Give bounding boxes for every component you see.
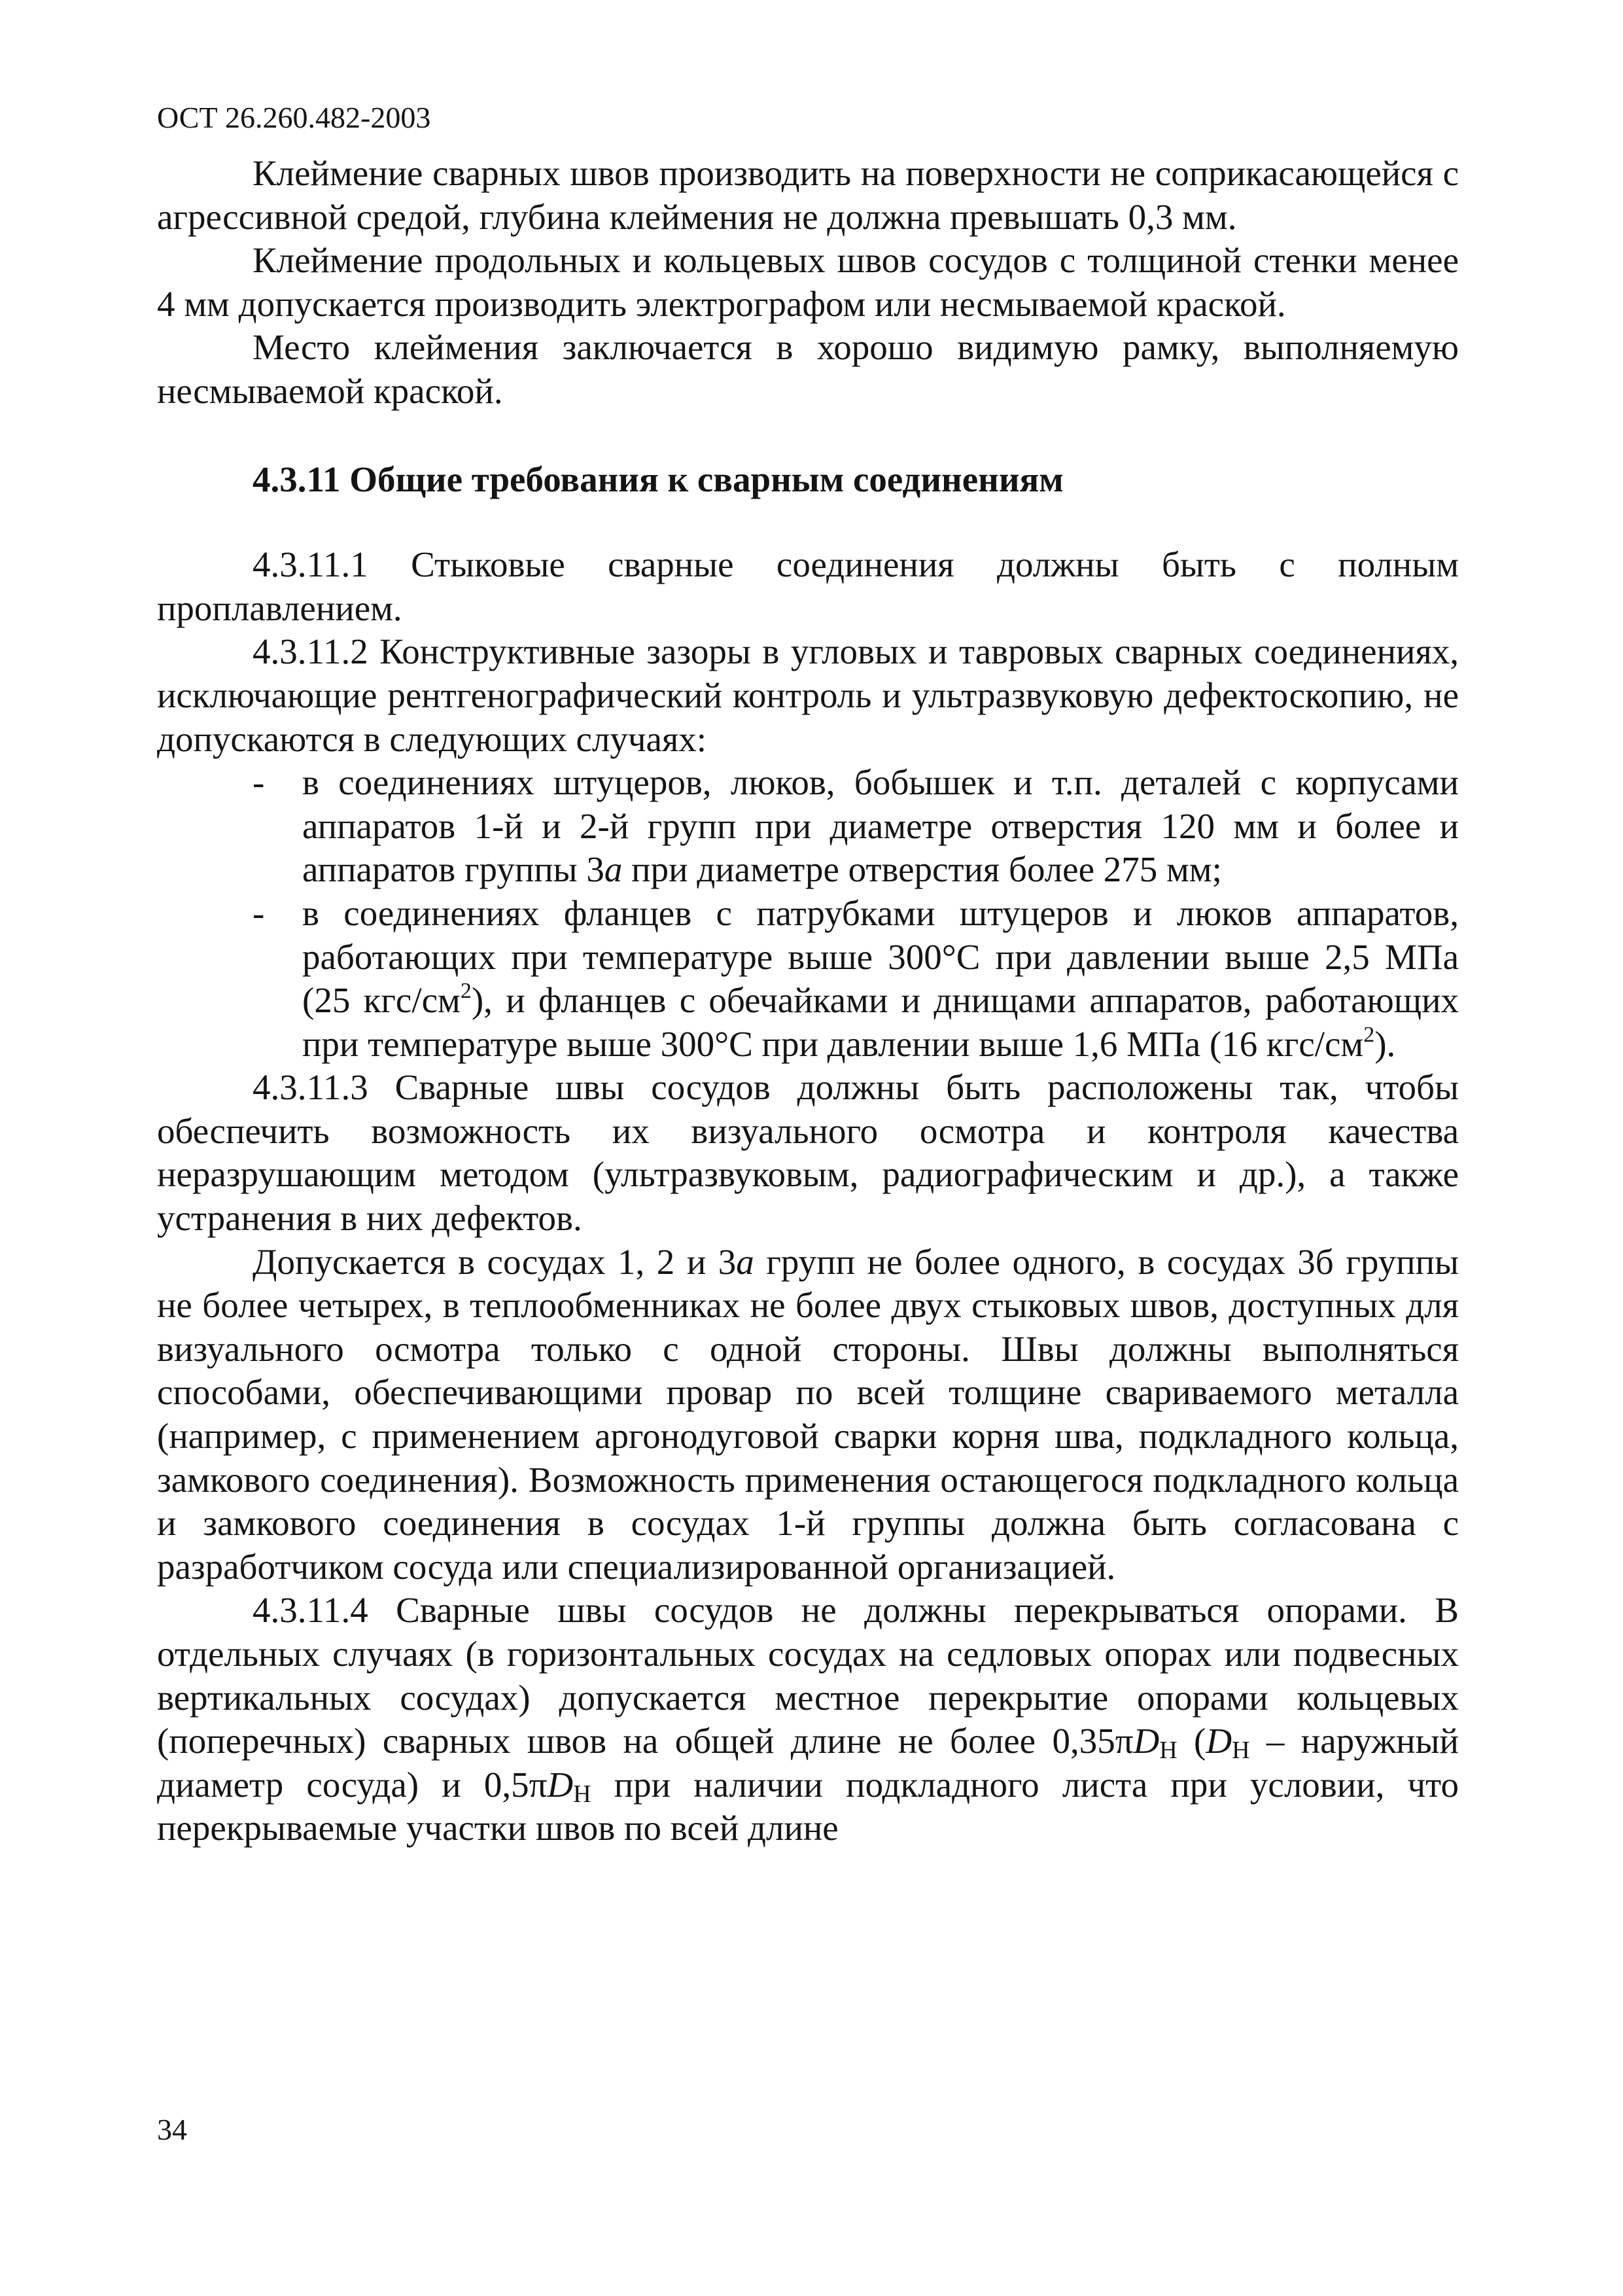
group-letter-italic: а <box>736 1241 754 1282</box>
list-item-text: в соединениях фланцев с патрубками штуцеров и люков аппаратов, работающих при температуре выше 300°С при давлении выше 2,5 МПа (25 кгс/см <box>302 892 1459 1021</box>
superscript: 2 <box>460 979 472 1004</box>
clause-4-3-11-3: 4.3.11.3 Сварные швы сосудов должны быть расположены так, чтобы обеспечить возможность их визуального осмотра и контроля качества неразрушающим методом (ультразвуковым, радиографическим и др.), а также устранения в них дефектов. <box>157 1067 1459 1239</box>
list-item-text: ). <box>1374 1023 1396 1064</box>
document-code: ОСТ 26.260.482-2003 <box>157 101 431 134</box>
list-item <box>157 761 1459 892</box>
text-run: ( <box>1177 1721 1206 1761</box>
diameter-symbol: D <box>1133 1721 1160 1761</box>
clause-4-3-11-2-list <box>157 761 1459 1066</box>
clause-4-3-11-2: 4.3.11.2 Конструктивные зазоры в угловых и тавровых сварных соединениях, исключающие рентгенографический контроль и ультразвуковую дефектоскопию, не допускаются в следующих случаях: <box>157 631 1459 759</box>
subscript: Н <box>1232 1737 1250 1765</box>
group-letter-italic: а <box>604 849 623 890</box>
text-run: 4.3.11.4 Сварные швы сосудов не должны перекрываться опорами. В отдельных случаях (в горизонтальных сосудах на седловых опорах или подвесных вертикальных сосудах) допускается местное перекрытие опорами кольцевых (поперечных) сварных швов на общей длине не более 0,35π <box>157 1590 1459 1761</box>
paragraph-marking-surface: Клеймение сварных швов производить на поверхности не соприкасающейся с агрессивной средой, глубина клеймения не должна превышать 0,3 мм. <box>157 153 1459 237</box>
paragraph-one-sided-welds <box>157 1241 1459 1589</box>
section-heading: 4.3.11 Общие требования к сварным соединениям <box>253 459 1064 499</box>
text-run: групп не более одного, в сосудах 3б группы не более четырех, в теплообменниках не более двух стыковых швов, доступных для визуального осмотра только с одной стороны. Швы должны выполняться способами, обеспечивающими провар по всей толщине свариваемого металла (например, с применением аргонодуговой сварки корня шва, подкладного кольца, замкового соединения). Возможность применения остающегося подкладного кольца и замкового соединения в сосудах 1-й группы должна быть согласована с разработчиком сосуда или специализированной организацией. <box>157 1241 1459 1587</box>
subscript: Н <box>1159 1737 1178 1765</box>
subscript: Н <box>573 1780 591 1808</box>
diameter-symbol: D <box>1206 1721 1232 1761</box>
list-dash: - <box>253 892 265 933</box>
paragraph-marking-frame: Место клеймения заключается в хорошо видимую рамку, выполняемую несмываемой краской. <box>157 327 1459 411</box>
text-run: – наружный диаметр сосуда) и 0,5π <box>157 1721 1459 1805</box>
list-item <box>157 892 1459 1066</box>
clause-4-3-11-1: 4.3.11.1 Стыковые сварные соединения должны быть с полным проплавлением. <box>157 544 1459 628</box>
list-item-text: в соединениях штуцеров, люков, бобышек и т.п. деталей с корпусами аппаратов 1-й и 2-й групп при диаметре отверстия 120 мм и более и аппаратов группы 3 <box>302 762 1459 890</box>
clause-4-3-11-4 <box>157 1589 1459 1850</box>
page-number: 34 <box>157 2113 187 2146</box>
text-run: Допускается в сосудах 1, 2 и 3 <box>253 1241 737 1282</box>
list-dash: - <box>253 762 265 803</box>
text-run: при наличии подкладного листа при условии, что перекрываемые участки швов по всей длине <box>157 1764 1459 1848</box>
diameter-symbol: D <box>547 1764 574 1805</box>
list-item-text: при диаметре отверстия более 275 мм; <box>622 849 1222 890</box>
superscript: 2 <box>1363 1022 1375 1047</box>
page-body <box>157 152 1459 1850</box>
paragraph-marking-thin-wall: Клеймение продольных и кольцевых швов сосудов с толщиной стенки менее 4 мм допускается производить электрографом или несмываемой краской. <box>157 240 1459 324</box>
list-item-text: ), и фланцев с обечайками и днищами аппаратов, работающих при температуре выше 300°С при давлении выше 1,6 МПа (16 кгс/см <box>302 980 1459 1064</box>
